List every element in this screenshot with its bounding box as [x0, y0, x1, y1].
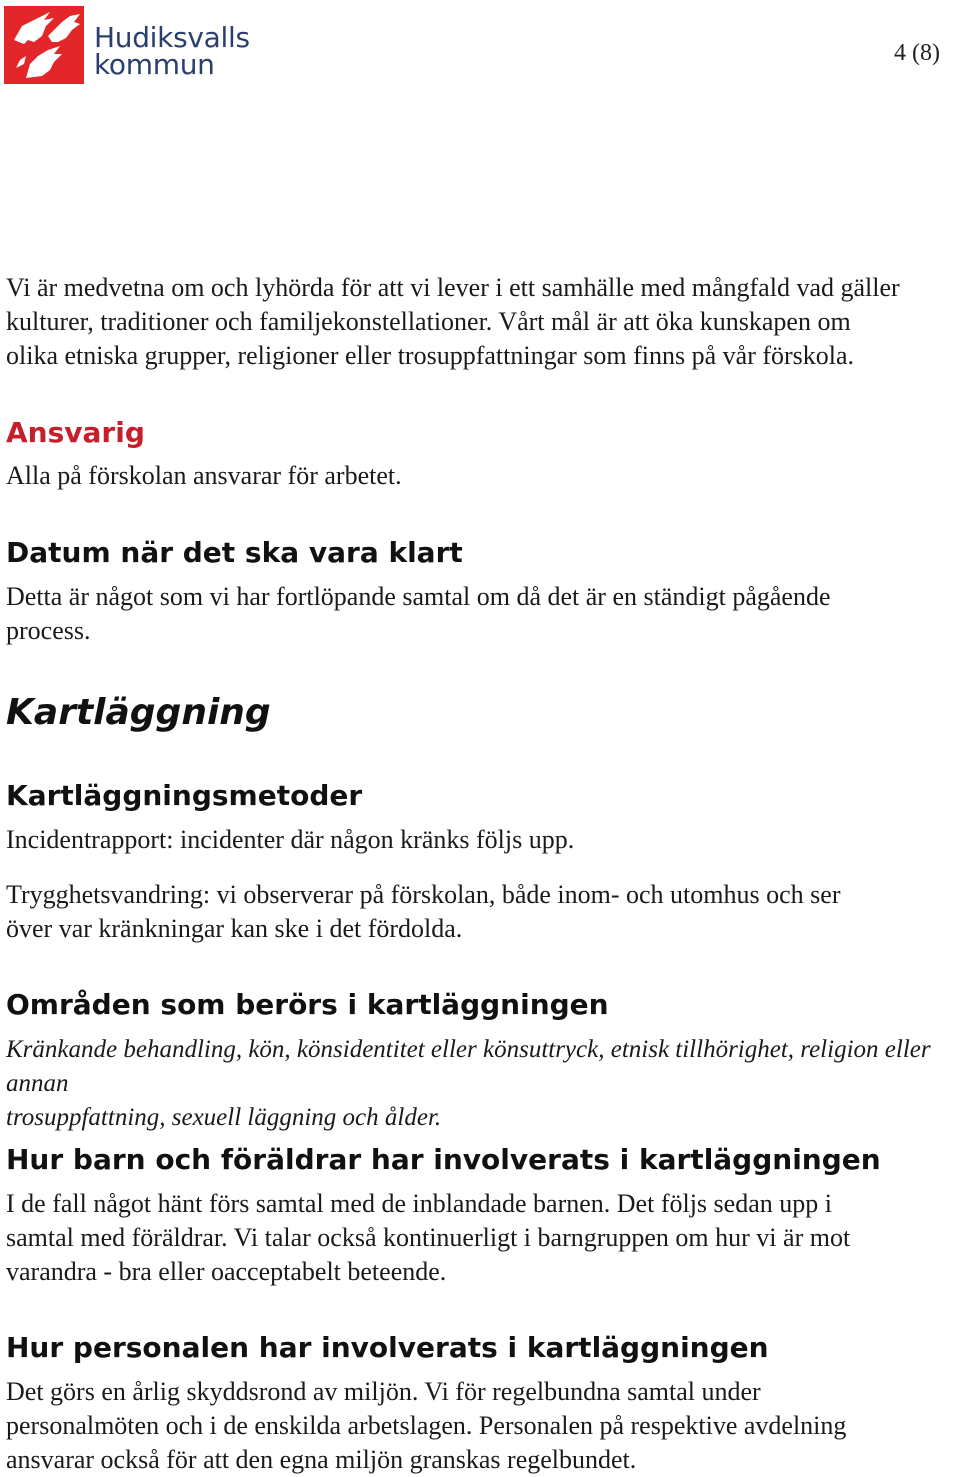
brand-name: [94, 21, 250, 81]
metoder-text-incident: Incidentrapport: incidenter där någon kränks följs upp.: [6, 825, 575, 854]
barn-heading: Hur barn och föräldrar har involverats i kartläggningen: [6, 1143, 881, 1176]
datum-heading: Datum när det ska vara klart: [6, 536, 463, 569]
brand-line-2: kommun: [94, 48, 215, 81]
ansvarig-heading: Ansvarig: [6, 416, 145, 449]
page-number: 4 (8): [894, 40, 940, 66]
omraden-heading: Områden som berörs i kartläggningen: [6, 988, 609, 1021]
intro-paragraph: Vi är medvetna om och lyhörda för att vi lever i ett samhälle med mångfald vad gäller kulturer, traditioner och familjekonstellationer. Vårt mål är att öka kunskapen om olika etniska grupper, religioner eller trosuppfattningar som finns på vår förskola.: [6, 273, 900, 370]
kartlaggning-heading: Kartläggning: [6, 692, 271, 733]
page-header: [0, 0, 960, 100]
personal-text: Det görs en årlig skyddsrond av miljön. Vi för regelbundna samtal under personalmöten och i de enskilda arbetslagen. Personalen på respektive avdelning ansvarar också för att den egna miljön granskas regelbundet.: [6, 1377, 847, 1474]
metoder-heading: Kartläggningsmetoder: [6, 779, 363, 812]
barn-text: I de fall något hänt förs samtal med de inblandade barnen. Det följs sedan upp i samtal med föräldrar. Vi talar också kontinuerligt i barngruppen om hur vi är mot varandra - bra eller oacceptabelt beteende.: [6, 1189, 851, 1286]
omraden-text: Kränkande behandling, kön, könsidentitet eller könsuttryck, etnisk tillhörighet, religion eller annan trosuppfattning, sexuell läggning och ålder.: [6, 1036, 931, 1131]
goat-heads-icon: [4, 6, 84, 84]
brand-line-1: Hudiksvalls: [94, 21, 250, 54]
metoder-text-trygghet: Trygghetsvandring: vi observerar på förskolan, både inom- och utomhus och ser över var kränkningar kan ske i det fördolda.: [6, 880, 841, 943]
personal-heading: Hur personalen har involverats i kartläggningen: [6, 1331, 769, 1364]
datum-text: Detta är något som vi har fortlöpande samtal om då det är en ständigt pågående process.: [6, 582, 831, 645]
ansvarig-text: Alla på förskolan ansvarar för arbetet.: [6, 461, 402, 490]
